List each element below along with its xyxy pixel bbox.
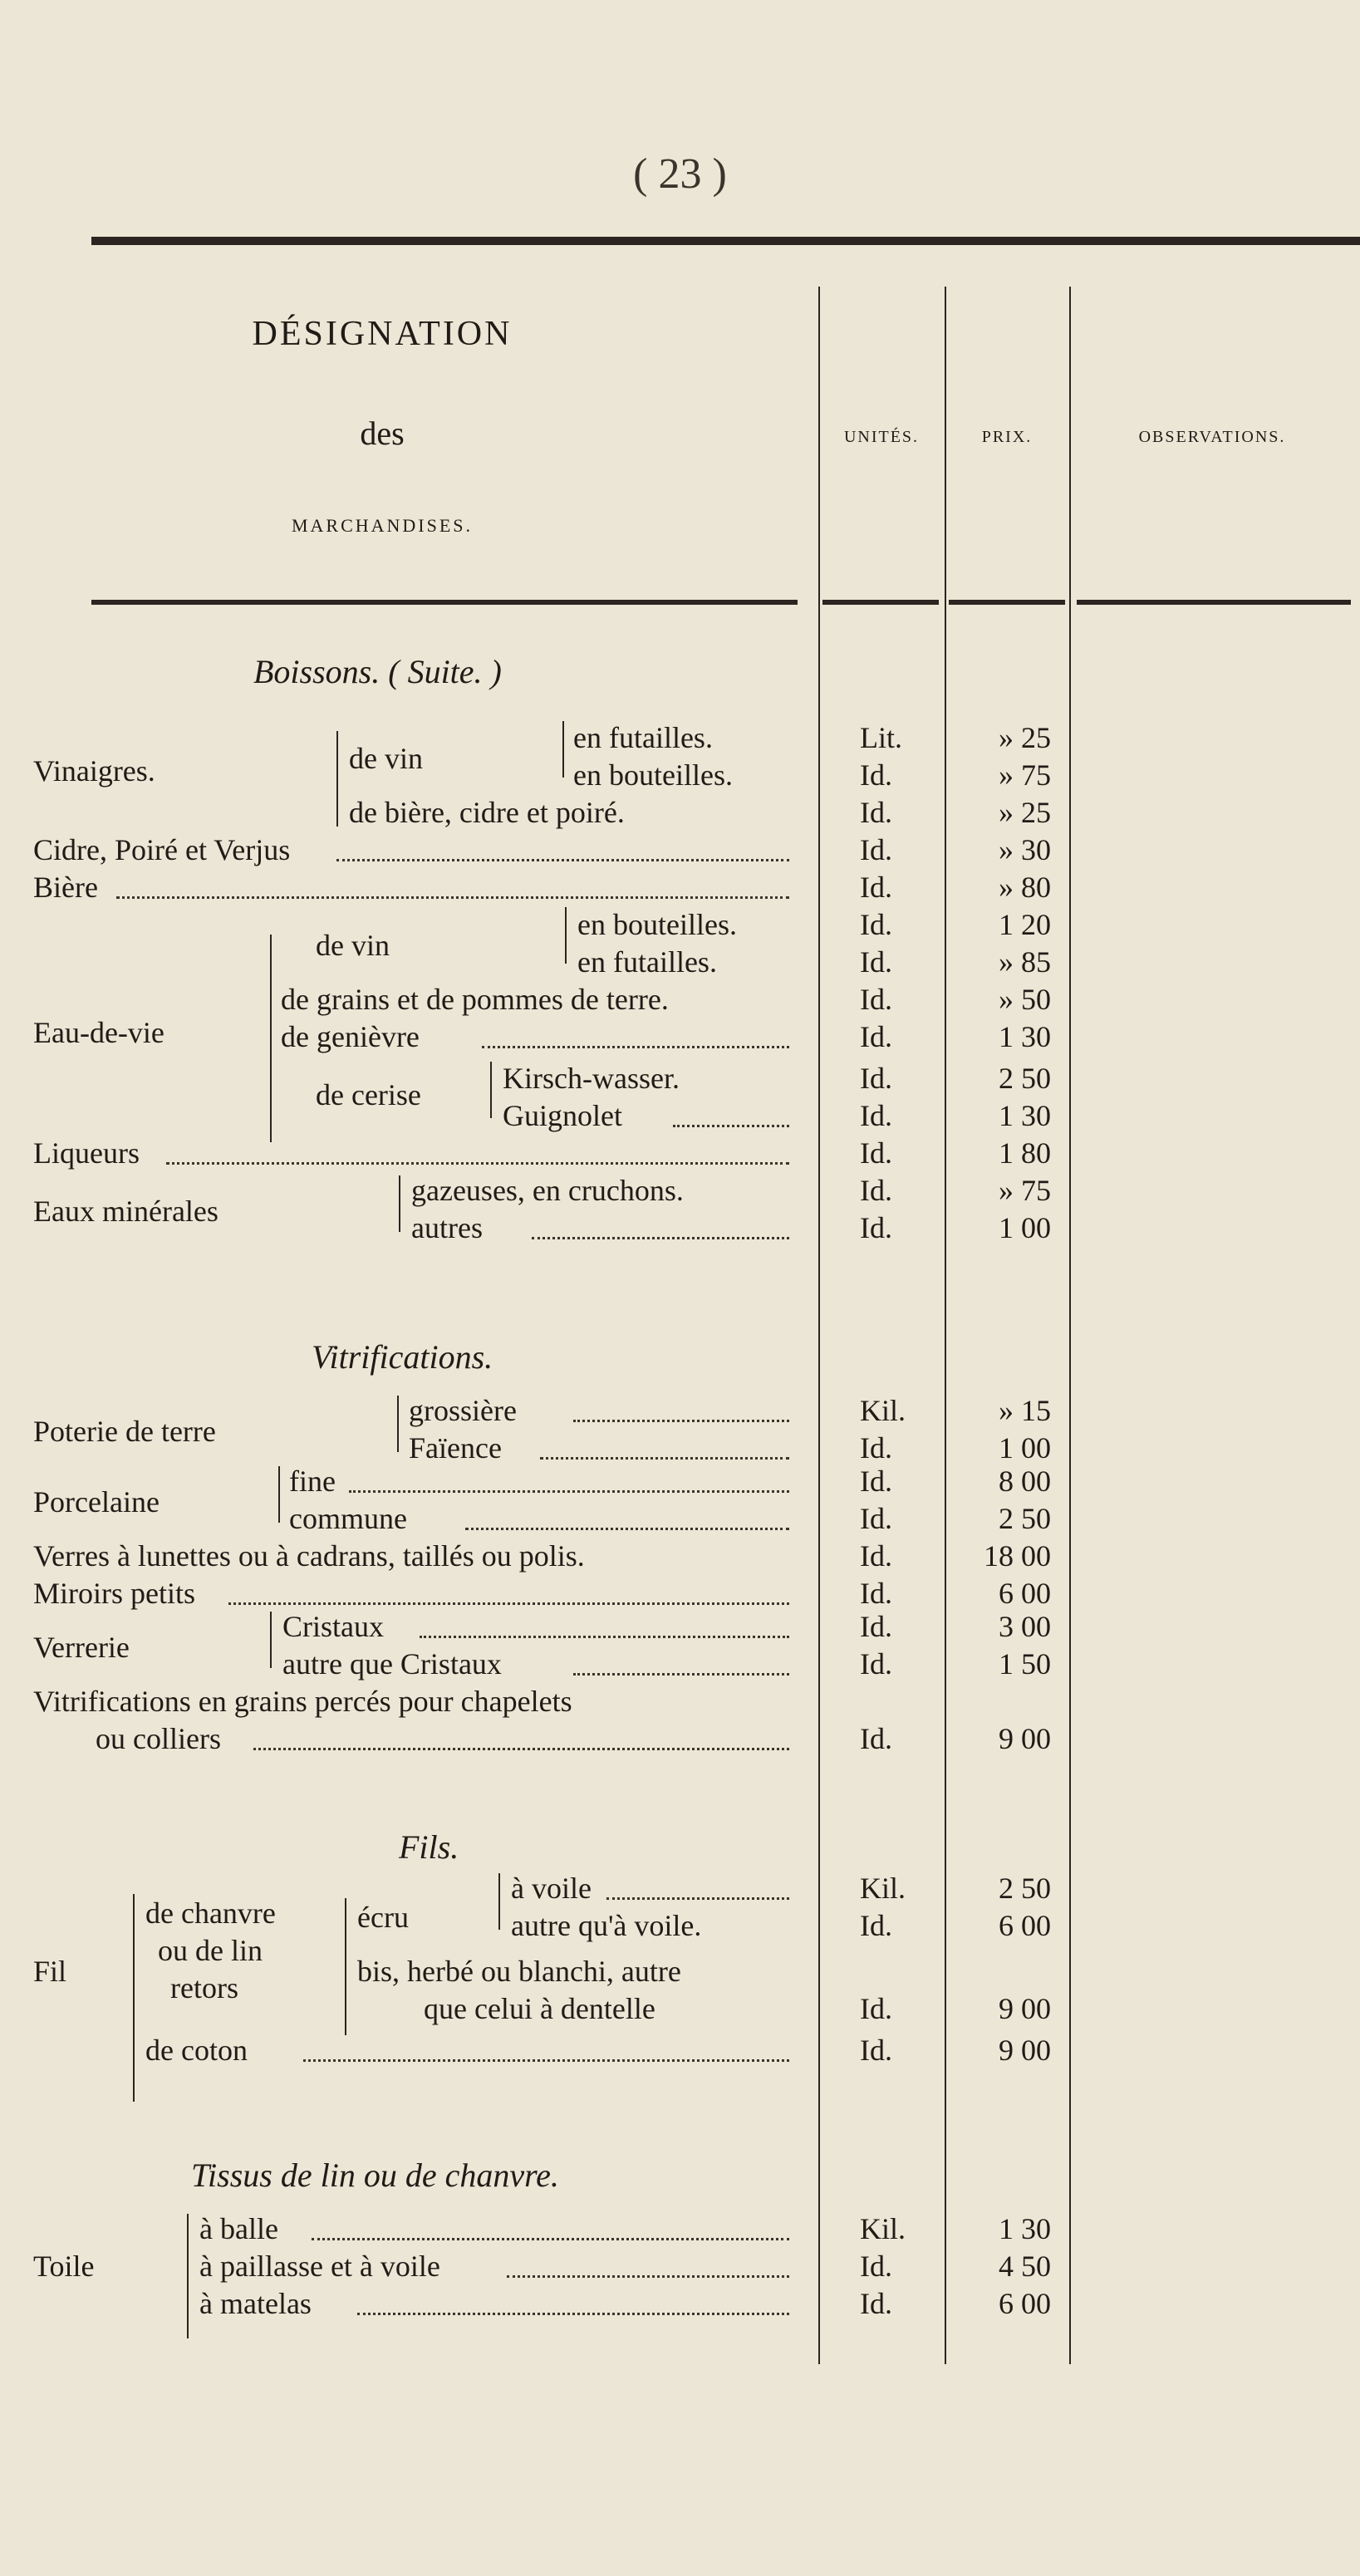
brace [399,1175,400,1232]
unit-cell: Id. [860,1610,892,1643]
leader-dots [673,1125,789,1127]
unit-cell: Lit. [860,721,902,754]
unit-cell: Id. [860,1174,892,1207]
brace [498,1873,500,1930]
label-cristaux: Cristaux [282,1610,384,1643]
price-cell: 1 20 [999,908,1051,941]
label-de-cerise: de cerise [316,1078,421,1111]
price-cell: 9 00 [999,1992,1051,2025]
leader-dots [465,1528,789,1530]
leader-dots [349,1490,789,1493]
leader-dots [540,1457,789,1460]
unit-cell: Id. [860,1909,892,1942]
leader-dots [303,2059,789,2062]
price-cell: » 85 [999,945,1051,979]
price-cell: 6 00 [999,1577,1051,1610]
leader-dots [532,1237,789,1239]
header-rule [949,600,1065,605]
leader-dots [336,859,789,861]
label-biere: Bière [33,871,98,904]
price-cell: 9 00 [999,2034,1051,2067]
unit-cell: Id. [860,1431,892,1465]
brace [345,1898,346,2035]
section-title-tissus: Tissus de lin ou de chanvre. [191,2156,559,2194]
section-title-vitrifications: Vitrifications. [312,1338,493,1376]
price-cell: » 25 [999,796,1051,829]
brace [565,907,567,964]
label-a-paillasse: à paillasse et à voile [199,2250,440,2283]
price-cell: » 75 [999,758,1051,792]
leader-dots [606,1897,789,1900]
price-cell: 2 50 [999,1872,1051,1905]
leader-dots [507,2275,789,2278]
unit-cell: Id. [860,1062,892,1095]
leader-dots [420,1636,789,1638]
label-verrerie: Verrerie [33,1631,130,1664]
unit-cell: Id. [860,2034,892,2067]
label-eau-de-vie: Eau-de-vie [33,1016,164,1049]
price-cell: 2 50 [999,1502,1051,1535]
price-cell: 1 30 [999,1020,1051,1053]
leader-dots [573,1420,789,1422]
label-guignolet: Guignolet [503,1099,622,1132]
label-de-grains: de grains et de pommes de terre. [281,983,669,1016]
header-rule [1077,600,1351,605]
brace [278,1466,280,1523]
unit-cell: Id. [860,833,892,866]
price-cell: 6 00 [999,1909,1051,1942]
price-cell: 18 00 [984,1539,1051,1573]
leader-dots [228,1602,789,1605]
unit-cell: Kil. [860,2212,906,2245]
label-eaux-minerales: Eaux minérales [33,1195,218,1228]
price-cell: 3 00 [999,1610,1051,1643]
label-en-futailles: en futailles. [573,721,713,754]
label-edv-en-bouteilles: en bouteilles. [577,908,737,941]
unit-cell: Id. [860,1136,892,1170]
label-autre-que-cristaux: autre que Cristaux [282,1647,502,1681]
brace [270,935,272,1142]
price-cell: » 25 [999,721,1051,754]
leader-dots [482,1046,789,1048]
unit-cell: Id. [860,945,892,979]
column-separator [945,287,946,2364]
label-fil: Fil [33,1955,67,1988]
label-autres: autres [411,1211,483,1244]
label-kirsch: Kirsch-wasser. [503,1062,680,1095]
section-title-fils: Fils. [399,1828,459,1866]
unit-cell: Id. [860,1577,892,1610]
unit-cell: Id. [860,1502,892,1535]
unit-cell: Id. [860,1211,892,1244]
brace [336,731,338,827]
price-cell: » 50 [999,983,1051,1016]
price-cell: 1 50 [999,1647,1051,1681]
price-cell: 9 00 [999,1722,1051,1755]
price-cell: 4 50 [999,2250,1051,2283]
label-de-vin: de vin [349,742,423,775]
header-unites: UNITÉS. [843,428,920,446]
unit-cell: Kil. [860,1872,906,1905]
price-cell: 1 00 [999,1211,1051,1244]
header-designation: DÉSIGNATION [252,315,513,353]
unit-cell: Id. [860,871,892,904]
label-en-bouteilles: en bouteilles. [573,758,733,792]
header-des: des [360,415,405,452]
brace [397,1396,399,1452]
label-gazeuses: gazeuses, en cruchons. [411,1174,684,1207]
price-cell: 1 80 [999,1136,1051,1170]
label-edv-en-futailles: en futailles. [577,945,717,979]
label-de-chanvre-1: de chanvre [145,1896,276,1930]
leader-dots [357,2313,789,2315]
label-de-biere: de bière, cidre et poiré. [349,796,625,829]
header-observations: OBSERVATIONS. [1138,428,1286,446]
label-de-genievre: de genièvre [281,1020,420,1053]
label-vitrif-grains-1: Vitrifications en grains percés pour chapelets [33,1685,572,1718]
label-bis-2: que celui à dentelle [424,1992,655,2025]
label-vinaigres: Vinaigres. [33,754,155,788]
leader-dots [116,896,789,899]
header-rule [91,600,798,605]
price-cell: 6 00 [999,2287,1051,2320]
brace [270,1612,272,1668]
label-faience: Faïence [409,1431,502,1465]
price-cell: 1 30 [999,2212,1051,2245]
label-cidre: Cidre, Poiré et Verjus [33,833,291,866]
unit-cell: Id. [860,2250,892,2283]
header-prix: PRIX. [981,428,1033,446]
label-de-chanvre-3: retors [170,1971,238,2004]
brace [187,2214,189,2338]
label-fine: fine [289,1465,336,1498]
section-title-boissons: Boissons. ( Suite. ) [253,653,502,690]
leader-dots [253,1748,789,1750]
leader-dots [312,2238,789,2240]
label-a-matelas: à matelas [199,2287,312,2320]
label-verres: Verres à lunettes ou à cadrans, taillés ou polis. [33,1539,585,1573]
unit-cell: Id. [860,983,892,1016]
label-a-balle: à balle [199,2212,278,2245]
price-cell: 1 00 [999,1431,1051,1465]
price-cell: » 80 [999,871,1051,904]
label-de-coton: de coton [145,2034,248,2067]
label-a-voile: à voile [511,1872,592,1905]
price-cell: » 15 [999,1394,1051,1427]
label-vitrif-grains-2: ou colliers [96,1722,221,1755]
price-cell: 1 30 [999,1099,1051,1132]
unit-cell: Id. [860,1722,892,1755]
unit-cell: Id. [860,1992,892,2025]
label-bis-1: bis, herbé ou blanchi, autre [357,1955,681,1988]
price-cell: 2 50 [999,1062,1051,1095]
unit-cell: Id. [860,758,892,792]
label-poterie: Poterie de terre [33,1415,216,1448]
label-ecru: écru [357,1901,409,1934]
label-edv-de-vin: de vin [316,929,390,962]
column-separator [818,287,820,2364]
brace [133,1894,135,2102]
label-liqueurs: Liqueurs [33,1136,140,1170]
label-miroirs: Miroirs petits [33,1577,195,1610]
unit-cell: Id. [860,1020,892,1053]
header-rule [822,600,939,605]
unit-cell: Id. [860,2287,892,2320]
unit-cell: Id. [860,1099,892,1132]
unit-cell: Id. [860,796,892,829]
price-cell: 8 00 [999,1465,1051,1498]
unit-cell: Id. [860,1465,892,1498]
label-de-chanvre-2: ou de lin [158,1934,263,1967]
leader-dots [573,1673,789,1676]
label-grossiere: grossière [409,1394,517,1427]
brace [562,721,564,778]
label-toile: Toile [33,2250,95,2283]
page-number: ( 23 ) [633,150,727,198]
leader-dots [166,1162,789,1165]
label-porcelaine: Porcelaine [33,1485,160,1519]
unit-cell: Id. [860,1539,892,1573]
top-rule [91,237,1360,245]
unit-cell: Id. [860,1647,892,1681]
price-cell: » 30 [999,833,1051,866]
unit-cell: Id. [860,908,892,941]
label-autre-qu-a-voile: autre qu'à voile. [511,1909,702,1942]
brace [490,1062,492,1118]
unit-cell: Kil. [860,1394,906,1427]
label-commune: commune [289,1502,407,1535]
column-separator [1069,287,1071,2364]
header-marchandises: MARCHANDISES. [291,515,474,536]
price-cell: » 75 [999,1174,1051,1207]
